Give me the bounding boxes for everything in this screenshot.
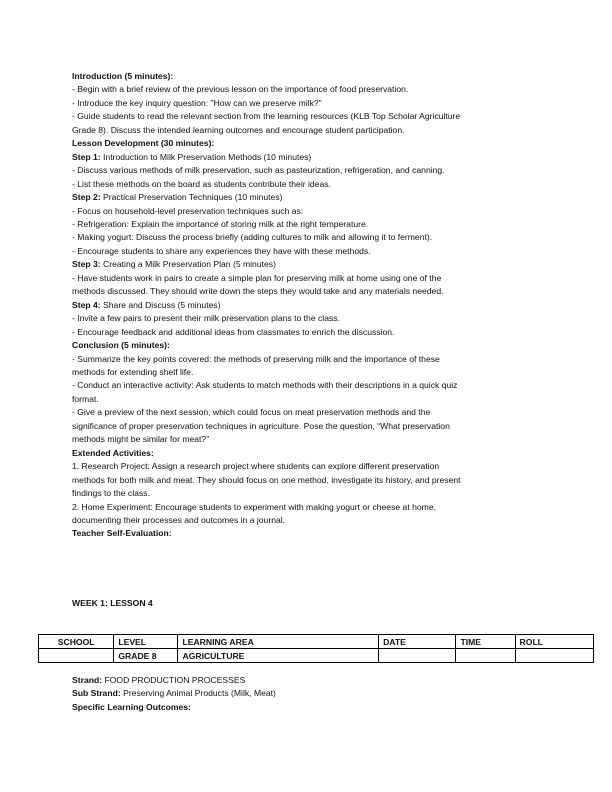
conclusion-line: significance of proper preservation techniques in agriculture. Pose the question, “What preservation xyxy=(72,420,450,431)
sub-strand-line: Sub Strand: Preserving Animal Products (Milk, Meat) xyxy=(72,688,276,699)
conclusion-line: - Give a preview of the next session, which could focus on meat preservation methods and the xyxy=(72,407,431,418)
step3-line: - Have students work in pairs to create a simple plan for preserving milk at home using one of the xyxy=(72,272,442,283)
extended-line: 1. Research Project: Assign a research project where students can explore different preservation xyxy=(72,461,440,472)
step1-line: - List these methods on the board as students contribute their ideas. xyxy=(72,178,331,189)
lesson-info-table xyxy=(38,634,594,663)
table-header-cell: DATE xyxy=(379,635,456,649)
table-header-row xyxy=(39,635,594,649)
step2-heading: Step 2: Practical Preservation Techniques (10 minutes) xyxy=(72,192,283,203)
table-header-cell: ROLL xyxy=(515,635,593,649)
table-header-cell: LEVEL xyxy=(114,635,178,649)
strand-block xyxy=(72,674,276,714)
extended-line: 2. Home Experiment: Encourage students to experiment with making yogurt or cheese at home, xyxy=(72,501,436,512)
table-header-cell: SCHOOL xyxy=(39,635,114,649)
week-lesson-title: WEEK 1: LESSON 4 xyxy=(72,598,153,608)
intro-line: Grade 8). Discuss the intended learning outcomes and encourage student participation. xyxy=(72,124,405,135)
step2-line: - Encourage students to share any experiences they have with these methods. xyxy=(72,245,371,256)
table-cell xyxy=(39,649,114,663)
step1-heading: Step 1: Introduction to Milk Preservation Methods (10 minutes) xyxy=(72,151,312,162)
step2-line: - Refrigeration: Explain the importance of storing milk at the right temperature. xyxy=(72,218,369,229)
self-evaluation-heading: Teacher Self-Evaluation: xyxy=(72,528,172,539)
step3-line: methods discussed. They should write down the steps they would take and any materials needed. xyxy=(72,286,444,297)
conclusion-heading: Conclusion (5 minutes): xyxy=(72,340,170,351)
development-heading: Lesson Development (30 minutes): xyxy=(72,138,215,149)
intro-heading: Introduction (5 minutes): xyxy=(72,71,174,81)
intro-line: - Guide students to read the relevant section from the learning resources (KLB Top Scholar Agriculture xyxy=(72,111,461,122)
table-cell: AGRICULTURE xyxy=(178,649,379,663)
table-header-cell: TIME xyxy=(456,635,515,649)
step1-line: - Discuss various methods of milk preservation, such as pasteurization, refrigeration, and canning. xyxy=(72,165,445,176)
table-cell xyxy=(456,649,515,663)
lesson-body xyxy=(72,70,542,541)
extended-line: findings to the class. xyxy=(72,488,150,499)
table-cell: GRADE 8 xyxy=(114,649,178,663)
strand-line: Strand: FOOD PRODUCTION PROCESSES xyxy=(72,675,246,685)
intro-line: - Begin with a brief review of the previous lesson on the importance of food preservation. xyxy=(72,84,409,95)
step3-heading: Step 3: Creating a Milk Preservation Plan (5 minutes) xyxy=(72,259,276,270)
conclusion-line: methods for extending shelf life. xyxy=(72,366,194,377)
table-cell xyxy=(515,649,593,663)
table-cell xyxy=(379,649,456,663)
conclusion-line: methods might be similar for meat?” xyxy=(72,434,210,445)
table-header-cell: LEARNING AREA xyxy=(178,635,379,649)
conclusion-line: - Summarize the key points covered: the methods of preserving milk and the importance of these xyxy=(72,353,440,364)
learning-outcomes-heading: Specific Learning Outcomes: xyxy=(72,701,191,712)
step2-line: - Focus on household-level preservation techniques such as: xyxy=(72,205,304,216)
step4-heading: Step 4: Share and Discuss (5 minutes) xyxy=(72,299,221,310)
extended-heading: Extended Activities: xyxy=(72,447,154,458)
extended-line: documenting their processes and outcomes in a journal. xyxy=(72,514,286,525)
table-row xyxy=(39,649,594,663)
conclusion-line: - Conduct an interactive activity: Ask students to match methods with their descriptions in a quick quiz xyxy=(72,380,458,391)
step2-line: - Making yogurt: Discuss the process briefly (adding cultures to milk and allowing it to ferment). xyxy=(72,232,433,243)
intro-line: - Introduce the key inquiry question: "How can we preserve milk?" xyxy=(72,97,322,108)
step4-line: - Invite a few pairs to present their milk preservation plans to the class. xyxy=(72,313,340,324)
conclusion-line: format. xyxy=(72,393,99,404)
step4-line: - Encourage feedback and additional ideas from classmates to enrich the discussion. xyxy=(72,326,395,337)
extended-line: methods for both milk and meat. They should focus on one method, investigate its history, and present xyxy=(72,474,461,485)
